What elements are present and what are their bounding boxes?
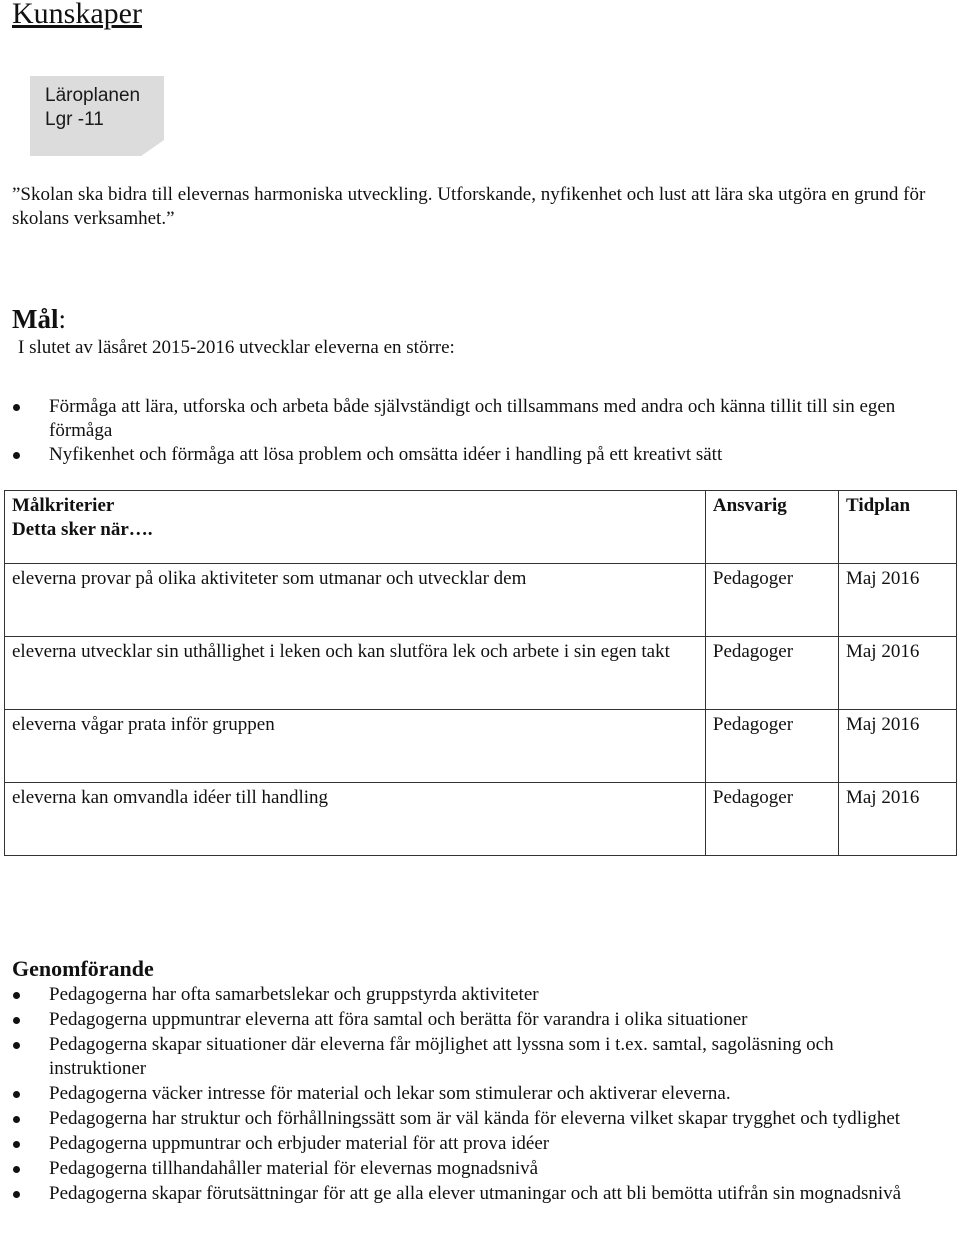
implementation-item: Pedagogerna skapar situationer där eleverna får möjlighet att lyssna som i t.ex. samtal, sagoläsning och instruktioner (12, 1033, 932, 1081)
implementation-item: Pedagogerna har struktur och förhållningssätt som är väl kända för eleverna vilket skapar trygghet och tydlighet (12, 1107, 932, 1131)
table-row (5, 710, 957, 783)
timeline-header: Tidplan (838, 491, 956, 564)
table-row (5, 783, 957, 856)
criteria-table (4, 490, 957, 856)
curriculum-quote: ”Skolan ska bidra till elevernas harmoniska utveckling. Utforskande, nyfikenhet och lust att lära ska utgöra en grund för skolans verksamhet.” (12, 184, 926, 229)
criterion-cell: eleverna provar på olika aktiviteter som utmanar och utvecklar dem (5, 564, 706, 637)
implementation-item: Pedagogerna har ofta samarbetslekar och gruppstyrda aktiviteter (12, 983, 932, 1007)
goals-subheading: I slutet av läsåret 2015-2016 utvecklar eleverna en större: (18, 337, 455, 358)
responsible-cell: Pedagoger (705, 783, 838, 856)
implementation-item: Pedagogerna tillhandahåller material för elevernas mognadsnivå (12, 1157, 932, 1181)
responsible-cell: Pedagoger (705, 637, 838, 710)
table-header-row (5, 491, 957, 564)
implementation-list (12, 983, 932, 1207)
goals-heading-text: Mål (12, 304, 59, 334)
timeline-cell: Maj 2016 (838, 710, 956, 783)
implementation-item: Pedagogerna skapar förutsättningar för att ge alla elever utmaningar och att bli bemötta utifrån sin mognadsnivå (12, 1182, 932, 1206)
goal-item: Förmåga att lära, utforska och arbeta både självständigt och tillsammans med andra och känna tillit till sin egen förmåga (12, 395, 932, 443)
implementation-item: Pedagogerna uppmuntrar eleverna att föra samtal och berätta för varandra i olika situationer (12, 1008, 932, 1032)
criteria-header-cell (5, 491, 706, 564)
timeline-cell: Maj 2016 (838, 637, 956, 710)
implementation-item: Pedagogerna uppmuntrar och erbjuder material för att prova idéer (12, 1132, 932, 1156)
timeline-cell: Maj 2016 (838, 783, 956, 856)
goals-heading (12, 302, 66, 336)
responsible-cell: Pedagoger (705, 710, 838, 783)
table-row (5, 564, 957, 637)
timeline-cell: Maj 2016 (838, 564, 956, 637)
goals-list (12, 395, 932, 467)
implementation-heading: Genomförande (12, 956, 154, 981)
note-line-2: Lgr -11 (45, 109, 104, 130)
criteria-header: Målkriterier (12, 495, 115, 516)
page-title: Kunskaper (12, 0, 142, 30)
criteria-header-sub: Detta sker när…. (12, 519, 153, 540)
implementation-item: Pedagogerna väcker intresse för material och lekar som stimulerar och aktiverar eleverna. (12, 1082, 932, 1106)
goal-item: Nyfikenhet och förmåga att lösa problem och omsätta idéer i handling på ett kreativt sätt (12, 443, 932, 467)
criterion-cell: eleverna vågar prata inför gruppen (5, 710, 706, 783)
criterion-cell: eleverna kan omvandla idéer till handling (5, 783, 706, 856)
note-line-1: Läroplanen (45, 85, 141, 106)
table-row (5, 637, 957, 710)
responsible-header: Ansvarig (705, 491, 838, 564)
goals-heading-colon: : (58, 304, 67, 334)
sticky-note-text (45, 84, 140, 132)
responsible-cell: Pedagoger (705, 564, 838, 637)
criterion-cell: eleverna utvecklar sin uthållighet i leken och kan slutföra lek och arbete i sin egen takt (5, 637, 706, 710)
